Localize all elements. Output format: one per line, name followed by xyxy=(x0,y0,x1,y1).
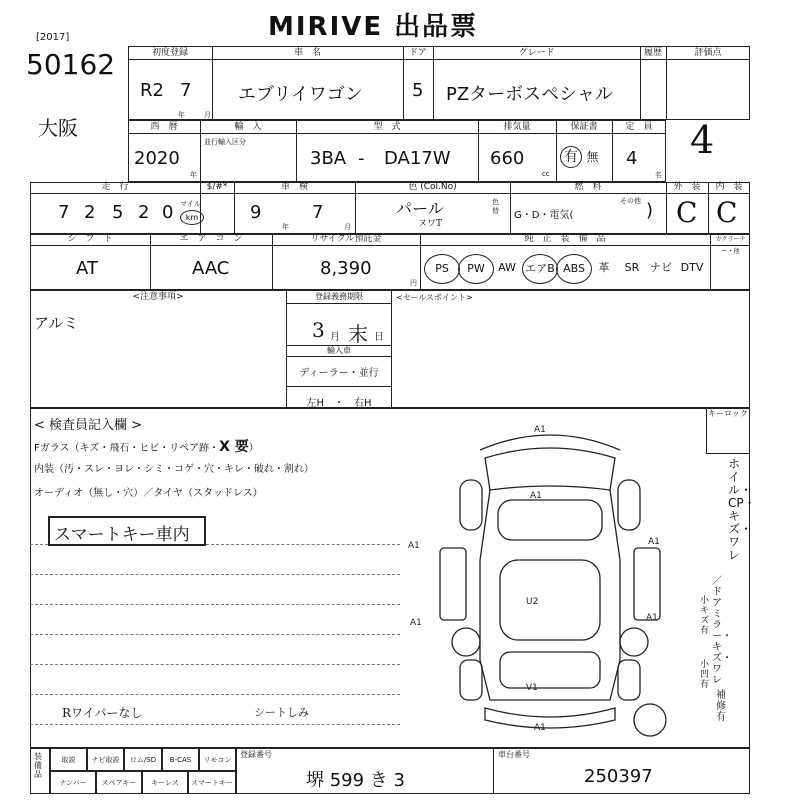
import-note: 並行輸入区分 xyxy=(204,138,246,146)
capacity-value: 4 xyxy=(626,148,638,169)
inspector-line3: オーディオ（無し・穴）／タイヤ（スタッドレス） xyxy=(34,488,263,499)
note-wiper: Rワイパーなし xyxy=(62,706,143,720)
lot-number: 50162 xyxy=(26,48,116,81)
yen-unit: 円 xyxy=(410,279,417,287)
grade-value: PZターボスペシャル xyxy=(446,84,613,105)
footer-item: B-CAS xyxy=(162,748,199,771)
person-unit: 名 xyxy=(655,171,662,179)
western-year-label: 西 暦 xyxy=(150,122,178,132)
model-prefix: 3BA xyxy=(310,148,347,169)
handle-text: 左H ・ 右H xyxy=(306,398,372,409)
inspector-label: < 検査員記入欄 > xyxy=(34,418,143,433)
equipment-item: PS xyxy=(424,254,460,284)
first-reg-era: R2 xyxy=(140,80,164,101)
doors-label: ドア xyxy=(409,48,427,58)
inspection-year: 9 xyxy=(250,202,262,223)
shift-label: シ フ ト xyxy=(67,234,113,244)
displacement-label: 排気量 xyxy=(503,122,531,132)
mileage-unit-km: km xyxy=(180,210,204,225)
interior-value: C xyxy=(716,196,738,229)
shift-value: AT xyxy=(76,258,98,279)
region: 大阪 xyxy=(38,116,78,140)
interior-label: 内 装 xyxy=(715,182,743,192)
note-seat: シートしみ xyxy=(254,706,309,719)
reg-month: 3 xyxy=(312,318,325,342)
year-tag: 2017 xyxy=(39,32,66,43)
mileage-digit-5: 0 xyxy=(162,202,174,223)
sales-point-label: <セールスポイント> xyxy=(396,293,473,302)
model-code: DA17W xyxy=(384,148,451,169)
repair-legend: 補修有 xyxy=(716,690,726,723)
inspection-year-unit: 年 xyxy=(282,223,289,231)
reg-month-unit: 月 xyxy=(330,332,340,343)
footer-side-label: 装備品 xyxy=(34,752,42,779)
key-lock-label: キーロック xyxy=(708,409,748,418)
aircon-label: エ ア コ ン xyxy=(179,234,243,244)
diagram-mark-a1-bottom: A1 xyxy=(534,723,546,733)
car-diagram xyxy=(400,420,700,740)
model-label: 型 式 xyxy=(373,122,401,132)
equipment-item: PW xyxy=(458,254,494,284)
reg-day-unit: 日 xyxy=(374,332,384,343)
color-label: 色 (Col.No) xyxy=(408,182,457,192)
recycle-value: 8,390 xyxy=(320,258,372,279)
mileage-digit-1: 7 xyxy=(58,202,70,223)
diagram-mark-a1-left-rear: A1 xyxy=(410,618,422,628)
first-reg-label: 初度登録 xyxy=(151,48,188,58)
first-reg-month: 7 xyxy=(180,80,192,101)
reg-deadline-label: 登録義務期限 xyxy=(315,292,363,301)
plate-number: 堺 599 き 3 xyxy=(306,770,405,791)
fuel-other-label: その他 xyxy=(620,197,641,205)
footer-item: リモコン xyxy=(199,748,236,771)
car-name-value: エブリイワゴン xyxy=(238,84,363,105)
inspector-line1: Fガラス（キズ・飛石・ヒビ・リペア跡・X 要） xyxy=(34,439,259,455)
inspector-line2: 内装（汚・スレ・ヨレ・シミ・コゲ・穴・キレ・破れ・割れ） xyxy=(34,464,314,475)
score-value: 4 xyxy=(690,118,715,162)
mileage-label: 走 行 xyxy=(101,182,129,192)
small-dent-legend: 小凹有 xyxy=(700,660,710,690)
footer-item: 取説 xyxy=(50,748,87,771)
color-change-label: 色替 xyxy=(492,198,499,215)
warranty-no: 無 xyxy=(586,150,599,164)
first-reg-month-unit: 月 xyxy=(204,111,211,119)
diagram-mark-a1-top: A1 xyxy=(534,425,546,435)
footer-item: ナビ取説 xyxy=(87,748,124,771)
inspection-month-unit: 月 xyxy=(344,223,351,231)
mileage-digit-3: 5 xyxy=(112,202,124,223)
equipment-item: ナビ xyxy=(650,261,672,274)
exterior-label: 外 装 xyxy=(673,182,701,192)
color-note: ヌワT xyxy=(418,219,443,229)
warranty-label: 保証書 xyxy=(570,122,598,132)
footer-item: キーレス xyxy=(142,771,188,794)
grade-label: グレード xyxy=(518,48,555,58)
page-title: MIRIVE 出品票 xyxy=(268,12,479,42)
chassis-number: 250397 xyxy=(584,766,653,787)
mileage-digit-2: 2 xyxy=(84,202,96,223)
plate-label: 登録番号 xyxy=(240,750,272,759)
wheel-legend: ホイル・CP・キズ・ワレ xyxy=(728,457,756,562)
equipment-item: 革 xyxy=(598,261,610,274)
diagram-mark-a1-right-rear: A1 xyxy=(646,613,658,623)
history-label: 履歴 xyxy=(643,48,662,58)
footer-item: スペアキー xyxy=(96,771,142,794)
import-car-label: 輸入車 xyxy=(327,346,351,355)
caution-label: <注意事項> xyxy=(132,292,184,302)
equipment-list xyxy=(424,254,750,284)
s-flag-label: $/#* xyxy=(206,182,228,192)
import-label: 輸 入 xyxy=(234,122,262,132)
color-value: パール xyxy=(396,199,444,218)
footer-item: ロム/SD xyxy=(124,748,162,771)
inspection-label: 車 検 xyxy=(280,182,308,192)
fuel-label: 燃 料 xyxy=(574,182,602,192)
equipment-item: AW xyxy=(498,261,516,274)
diagram-mark-a1-bonnet: A1 xyxy=(530,491,542,501)
footer-equipment-grid xyxy=(50,748,236,794)
dealer-text: ディーラー・並行 xyxy=(299,368,379,379)
small-scratch-legend: 小キズ有 xyxy=(700,596,710,636)
x-required: X 要 xyxy=(219,439,249,455)
caution-text: アルミ xyxy=(34,314,79,332)
mirror-legend: ／ドアミラー・キズ・ワレ xyxy=(712,576,732,686)
footer-item: ナンバー xyxy=(50,771,96,794)
year-tag-bracket: [2017] xyxy=(36,32,70,43)
fuel-close: ) xyxy=(646,200,654,221)
equipment-item: ABS xyxy=(556,254,592,284)
model-sep: - xyxy=(358,148,365,169)
reg-day: 末 xyxy=(348,322,368,346)
diagram-mark-u2: U2 xyxy=(526,597,539,607)
western-year-unit: 年 xyxy=(190,171,197,179)
score-label: 評価点 xyxy=(694,48,722,58)
mileage-unit-mile: マイル xyxy=(180,200,201,208)
equipment-item: SR xyxy=(624,261,640,274)
cc-unit: cc xyxy=(542,170,550,178)
doors-value: 5 xyxy=(412,80,424,101)
equipment-item: エアB xyxy=(522,254,558,284)
mileage-digit-4: 2 xyxy=(138,202,150,223)
western-year-value: 2020 xyxy=(134,148,180,169)
fuel-text: G・D・電気( xyxy=(514,210,574,221)
aircon-value: AAC xyxy=(192,258,230,279)
inspection-month: 7 xyxy=(312,202,324,223)
smart-key-note: スマートキー車内 xyxy=(54,525,190,545)
diagram-mark-a1-right: A1 xyxy=(648,537,660,547)
first-reg-year-unit: 年 xyxy=(178,111,185,119)
displacement-value: 660 xyxy=(490,148,525,169)
equipment-label: 純 正 装 備 品 xyxy=(524,234,606,244)
equipment-item: DTV xyxy=(680,261,704,274)
recycle-label: リサイクル預託金 xyxy=(310,234,382,244)
diagram-mark-v1: V1 xyxy=(526,683,538,693)
card-reader-label: カクラーナー・他 xyxy=(715,236,746,255)
footer-item: スマートキー xyxy=(188,771,236,794)
warranty-yes: 有 xyxy=(560,146,582,168)
exterior-value: C xyxy=(676,196,698,229)
car-name-label: 車 名 xyxy=(293,48,321,58)
diagram-mark-a1-left: A1 xyxy=(408,541,420,551)
chassis-label: 車台番号 xyxy=(498,750,530,759)
capacity-label: 定 員 xyxy=(625,122,653,132)
